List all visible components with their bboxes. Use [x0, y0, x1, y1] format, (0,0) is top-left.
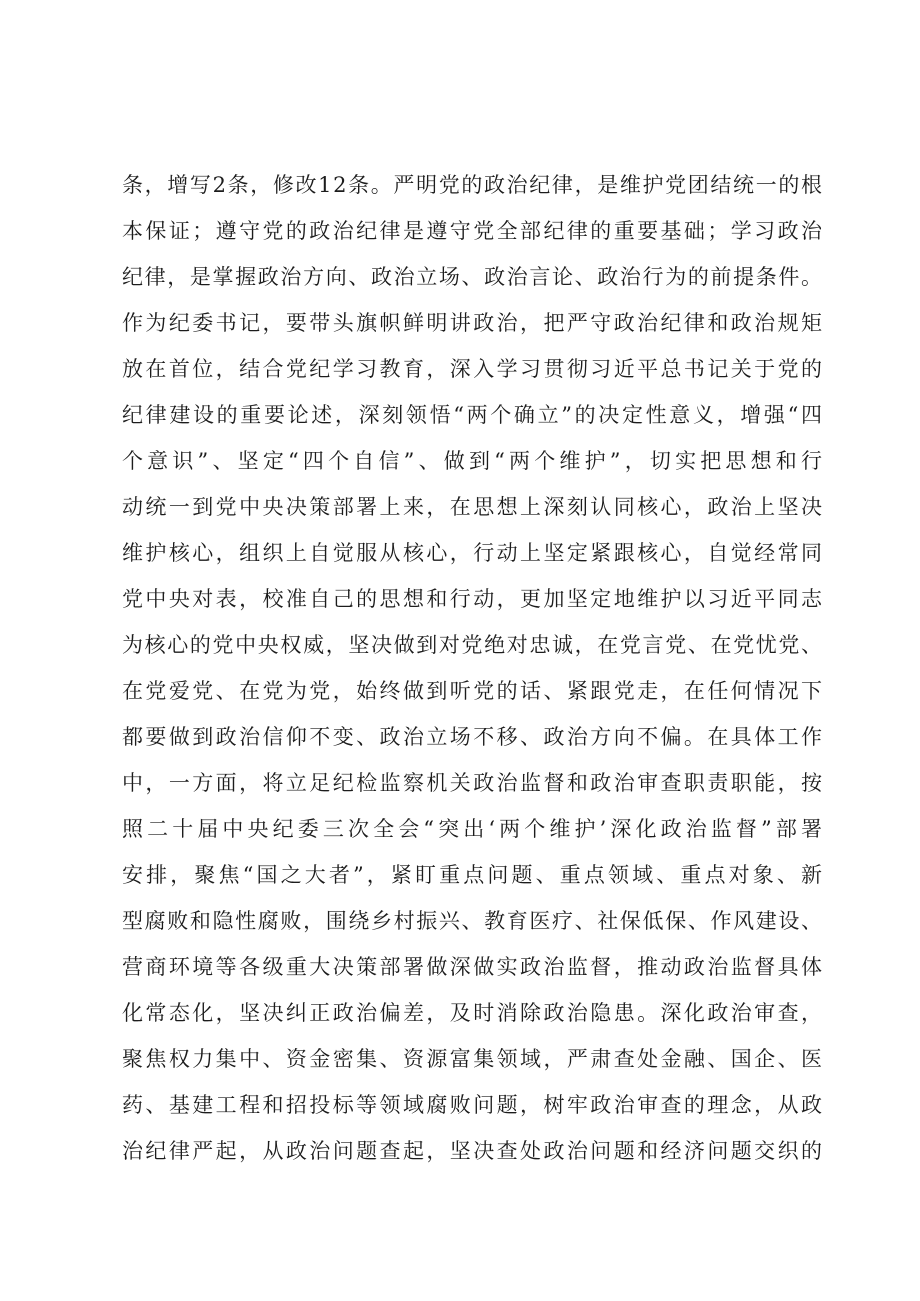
text-line: 纪律，是掌握政治方向、政治立场、政治言论、政治行为的前提条件。: [122, 265, 824, 289]
text-line: 化常态化，坚决纠正政治偏差，及时消除政治隐患。深化政治审查，: [122, 1001, 825, 1025]
text-line: 治纪律严起，从政治问题查起，坚决查处政治问题和经济问题交织的: [122, 1139, 825, 1163]
text-line: 纪律建设的重要论述，深刻领悟“两个确立”的决定性意义，增强“四: [122, 403, 825, 427]
text-line: 本保证；遵守党的政治纪律是遵守党全部纪律的重要基础；学习政治: [122, 219, 825, 243]
text-line: 在党爱党、在党为党，始终做到听党的话、紧跟党走，在任何情况下: [122, 679, 825, 703]
text-line: 中，一方面，将立足纪检监察机关政治监督和政治审查职责职能，按: [122, 771, 825, 795]
text-line: 型腐败和隐性腐败，围绕乡村振兴、教育医疗、社保低保、作风建设、: [122, 909, 824, 933]
text-line: 照二十届中央纪委三次全会“突出‘两个维护’深化政治监督”部署: [122, 817, 827, 841]
text-line: 都要做到政治信仰不变、政治立场不移、政治方向不偏。在具体工作: [122, 725, 825, 749]
text-line: 药、基建工程和招投标等领域腐败问题，树牢政治审查的理念，从政: [122, 1093, 825, 1117]
text-line: 维护核心，组织上自觉服从核心，行动上坚定紧跟核心，自觉经常同: [122, 541, 825, 565]
text-line: 条，增写2条，修改12条。严明党的政治纪律，是维护党团结统一的根: [122, 173, 824, 197]
text-line: 聚焦权力集中、资金密集、资源富集领域，严肃查处金融、国企、医: [122, 1047, 825, 1071]
text-line: 个意识”、坚定“四个自信”、做到“两个维护”，切实把思想和行: [122, 449, 827, 473]
text-line: 为核心的党中央权威，坚决做到对党绝对忠诚，在党言党、在党忧党、: [122, 633, 824, 657]
body-text: [122, 162, 827, 1174]
text-line: 党中央对表，校准自己的思想和行动，更加坚定地维护以习近平同志: [122, 587, 825, 611]
text-line: 动统一到党中央决策部署上来，在思想上深刻认同核心，政治上坚决: [122, 495, 825, 519]
text-line: 作为纪委书记，要带头旗帜鲜明讲政治，把严守政治纪律和政治规矩: [122, 311, 825, 335]
text-line: 营商环境等各级重大决策部署做深做实政治监督，推动政治监督具体: [122, 955, 825, 979]
text-line: 安排，聚焦“国之大者”，紧盯重点问题、重点领域、重点对象、新: [122, 863, 826, 887]
text-line: 放在首位，结合党纪学习教育，深入学习贯彻习近平总书记关于党的: [122, 357, 825, 381]
